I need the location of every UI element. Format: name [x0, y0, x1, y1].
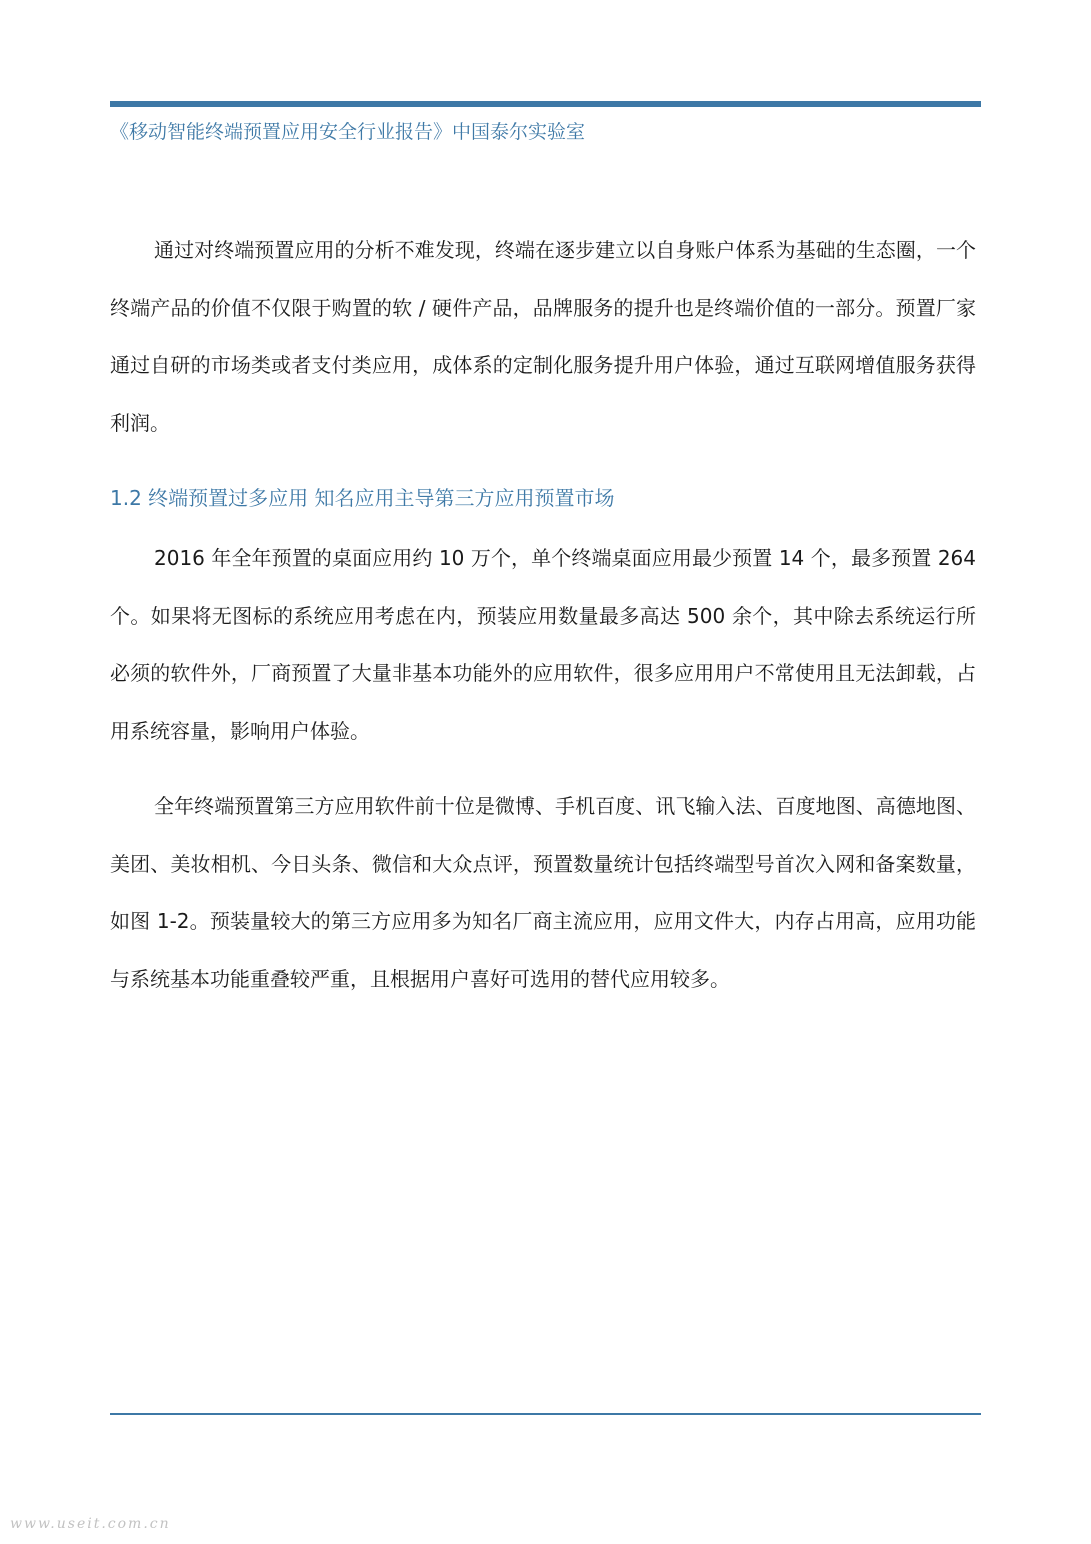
paragraph-ecosystem [110, 222, 976, 452]
footer-rule [110, 1413, 981, 1415]
watermark: www.useit.com.cn [10, 1516, 171, 1532]
report-header-title: 《移动智能终端预置应用安全行业报告》中国泰尔实验室 [110, 121, 586, 143]
paragraph-text: 2016 年全年预置的桌面应用约 10 万个，单个终端桌面应用最少预置 14 个，最多预置 264 个。如果将无图标的系统应用考虑在内，预装应用数量最多高达 500 余个，其中除去系统运行所必须的软件外，厂商预置了大量非基本功能外的应用软件，很多应用用户不常使用且无法卸载，占用系统容量，影响用户体验。 [110, 546, 976, 743]
paragraph-text: 全年终端预置第三方应用软件前十位是微博、手机百度、讯飞输入法、百度地图、高德地图、美团、美妆相机、今日头条、微信和大众点评，预置数量统计包括终端型号首次入网和备案数量，如图 1-2。预装量较大的第三方应用多为知名厂商主流应用，应用文件大，内存占用高，应用功能与系统基本功能重叠较严重，且根据用户喜好可选用的替代应用较多。 [110, 794, 976, 991]
paragraph-third-party-apps [110, 778, 976, 1008]
section-heading: 1.2 终端预置过多应用 知名应用主导第三方应用预置市场 [110, 486, 615, 510]
header-rule [110, 101, 981, 107]
paragraph-text: 通过对终端预置应用的分析不难发现，终端在逐步建立以自身账户体系为基础的生态圈，一个终端产品的价值不仅限于购置的软 / 硬件产品，品牌服务的提升也是终端价值的一部分。预置厂家通过自研的市场类或者支付类应用，成体系的定制化服务提升用户体验，通过互联网增值服务获得利润。 [110, 238, 976, 435]
paragraph-preinstall-stats [110, 530, 976, 760]
